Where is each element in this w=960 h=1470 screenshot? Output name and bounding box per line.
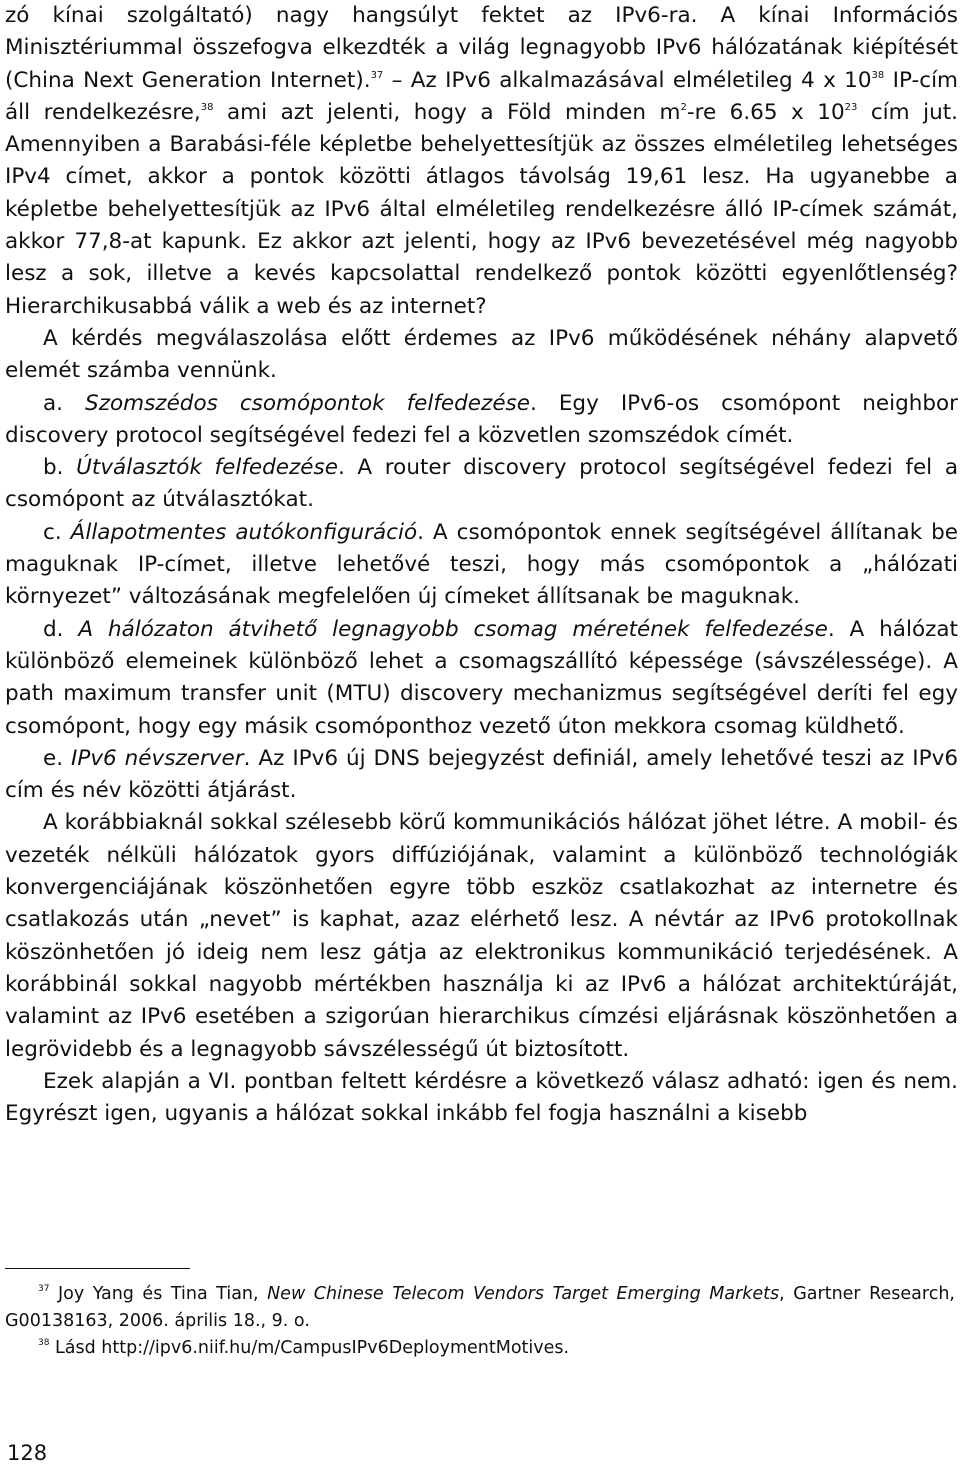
footnote-reference: 23 [844,101,858,113]
footnote-38 [5,1335,955,1362]
paragraph-p6 [5,614,958,743]
paragraph-p5 [5,517,958,614]
footnote-separator [5,1268,190,1269]
paragraph-p8 [5,807,958,1065]
text-run: Joy Yang és Tina Tian, [49,1284,268,1304]
text-run: b. [43,455,77,481]
paragraph-p4 [5,452,958,517]
text-run: . A hálózat különböző elemeinek különböző lehet a csomagszállító képessége (sávszélessége). A path maximum transfer unit (MTU) discovery mechanizmus segítségével deríti fel egy csomópont, hogy egy másik csomóponthoz vezető úton mekkora csomag küldhető. [5,616,958,739]
italic-text: Szomszédos csomópontok felfedezése [85,390,530,416]
footnote-reference: 38 [871,69,885,81]
text-run: A korábbiaknál sokkal szélesebb körű kommunikációs hálózat jöhet létre. A mobil- és vezeték nélküli hálózatok gyors diffúziójának, valamint a különböző technológiák konvergenciájának köszönhetően egyre több eszköz csatlakozhat az internetre és csatlakozás után „nevet” is kaphat, azaz elérhető lesz. A névtár az IPv6 protokollnak köszönhetően jó ideig nem lesz gátja az elektronikus kommunikáció terjedésének. A korábbinál sokkal nagyobb mértékben használja ki az IPv6 a hálózat architektúráját, valamint az IPv6 esetében a szigorúan hierarchikus címzési eljárásnak köszönhetően a legrövidebb és a legnagyobb sávszélességű út biztosított. [5,810,958,1062]
footnote-number: 38 [38,1338,50,1348]
text-run: . A router discovery protocol segítségével fedezi fel a csomópont az útválasztókat. [5,455,958,513]
body-text [5,0,958,1130]
footnote-number: 37 [38,1284,50,1294]
text-run: zó kínai szolgáltató) nagy hangsúlyt fektet az IPv6-ra. A kínai Információs Minisztériummal összefogva elkezdték a világ legnagyobb IPv6 hálózatának kiépítését (China Next Generation Internet). [5,3,958,93]
footnote-reference: 37 [370,69,384,81]
footnote-37 [5,1281,955,1335]
page-number: 128 [7,1441,48,1465]
paragraph-p1 [5,0,958,323]
paragraph-p2 [5,323,958,388]
paragraph-p7 [5,743,958,808]
italic-text: IPv6 névszerver [71,745,244,771]
paragraph-p3 [5,388,958,453]
footnotes [5,1281,955,1362]
text-run: . A csomópontok ennek segítségével állítanak be maguknak IP-címet, illetve lehetővé teszi, hogy más csomópontok a „hálózati környezet” változásának megfelelően új címeket állítsanak be maguknak. [5,519,959,610]
footnote-reference: 38 [200,101,214,113]
text-run: IP-cím áll rendelkezésre, [5,67,958,125]
italic-text: Állapotmentes autókonfiguráció [70,519,418,545]
italic-text: New Chinese Telecom Vendors Target Emerging Markets [267,1284,780,1304]
text-run: ami azt jelenti, hogy a Föld minden m [213,99,681,125]
paragraph-p9 [5,1066,958,1131]
text-run: Ezek alapján a VI. pontban feltett kérdésre a következő válasz adható: igen és nem. Egyrészt igen, ugyanis a hálózat sokkal inkább fel fogja használni a kisebb [5,1068,958,1127]
text-run: – Az IPv6 alkalmazásával elméletileg 4 x 10 [383,67,872,93]
text-run: a. [43,390,86,416]
text-run: -re 6.65 x 10 [686,99,845,125]
text-run: , Gartner Research, G00138163, 2006. április 18., 9. o. [5,1284,955,1331]
italic-text: A hálózaton átvihető legnagyobb csomag méretének felfedezése [78,616,828,642]
italic-text: Útválasztók felfedezése [76,455,338,481]
text-run: . Az IPv6 új DNS bejegyzést definiál, amely lehetővé teszi az IPv6 cím és név közötti átjárást. [5,745,959,804]
text-run: c. [43,519,71,545]
text-run: . Egy IPv6-os csomópont neighbor discovery protocol segítségével fedezi fel a közvetlen szomszédok címét. [5,390,958,448]
text-run: Lásd http://ipv6.niif.hu/m/CampusIPv6DeploymentMotives. [49,1338,570,1358]
footnote-reference: 2 [680,101,687,113]
text-run: e. [43,745,72,771]
text-run: A kérdés megválaszolása előtt érdemes az IPv6 működésének néhány alapvető elemét számba vennünk. [5,325,958,384]
text-run: cím jut. Amennyiben a Barabási-féle képletbe behelyettesítjük az összes elméletileg lehetséges IPv4 címet, akkor a pontok közötti átlagos távolság 19,61 lesz. Ha ugyanebbe a képletbe behelyettesítjük az IPv6 által elméletileg rendelkezésre álló IP-címek számát, akkor 77,8-at kapunk. Ez akkor azt jelenti, hogy az IPv6 bevezetésével még nagyobb lesz a sok, illetve a kevés kapcsolattal rendelkező pontok közötti egyenlőtlenség? Hierarchikusabbá válik a web és az internet? [5,99,958,319]
text-run: d. [43,616,79,642]
